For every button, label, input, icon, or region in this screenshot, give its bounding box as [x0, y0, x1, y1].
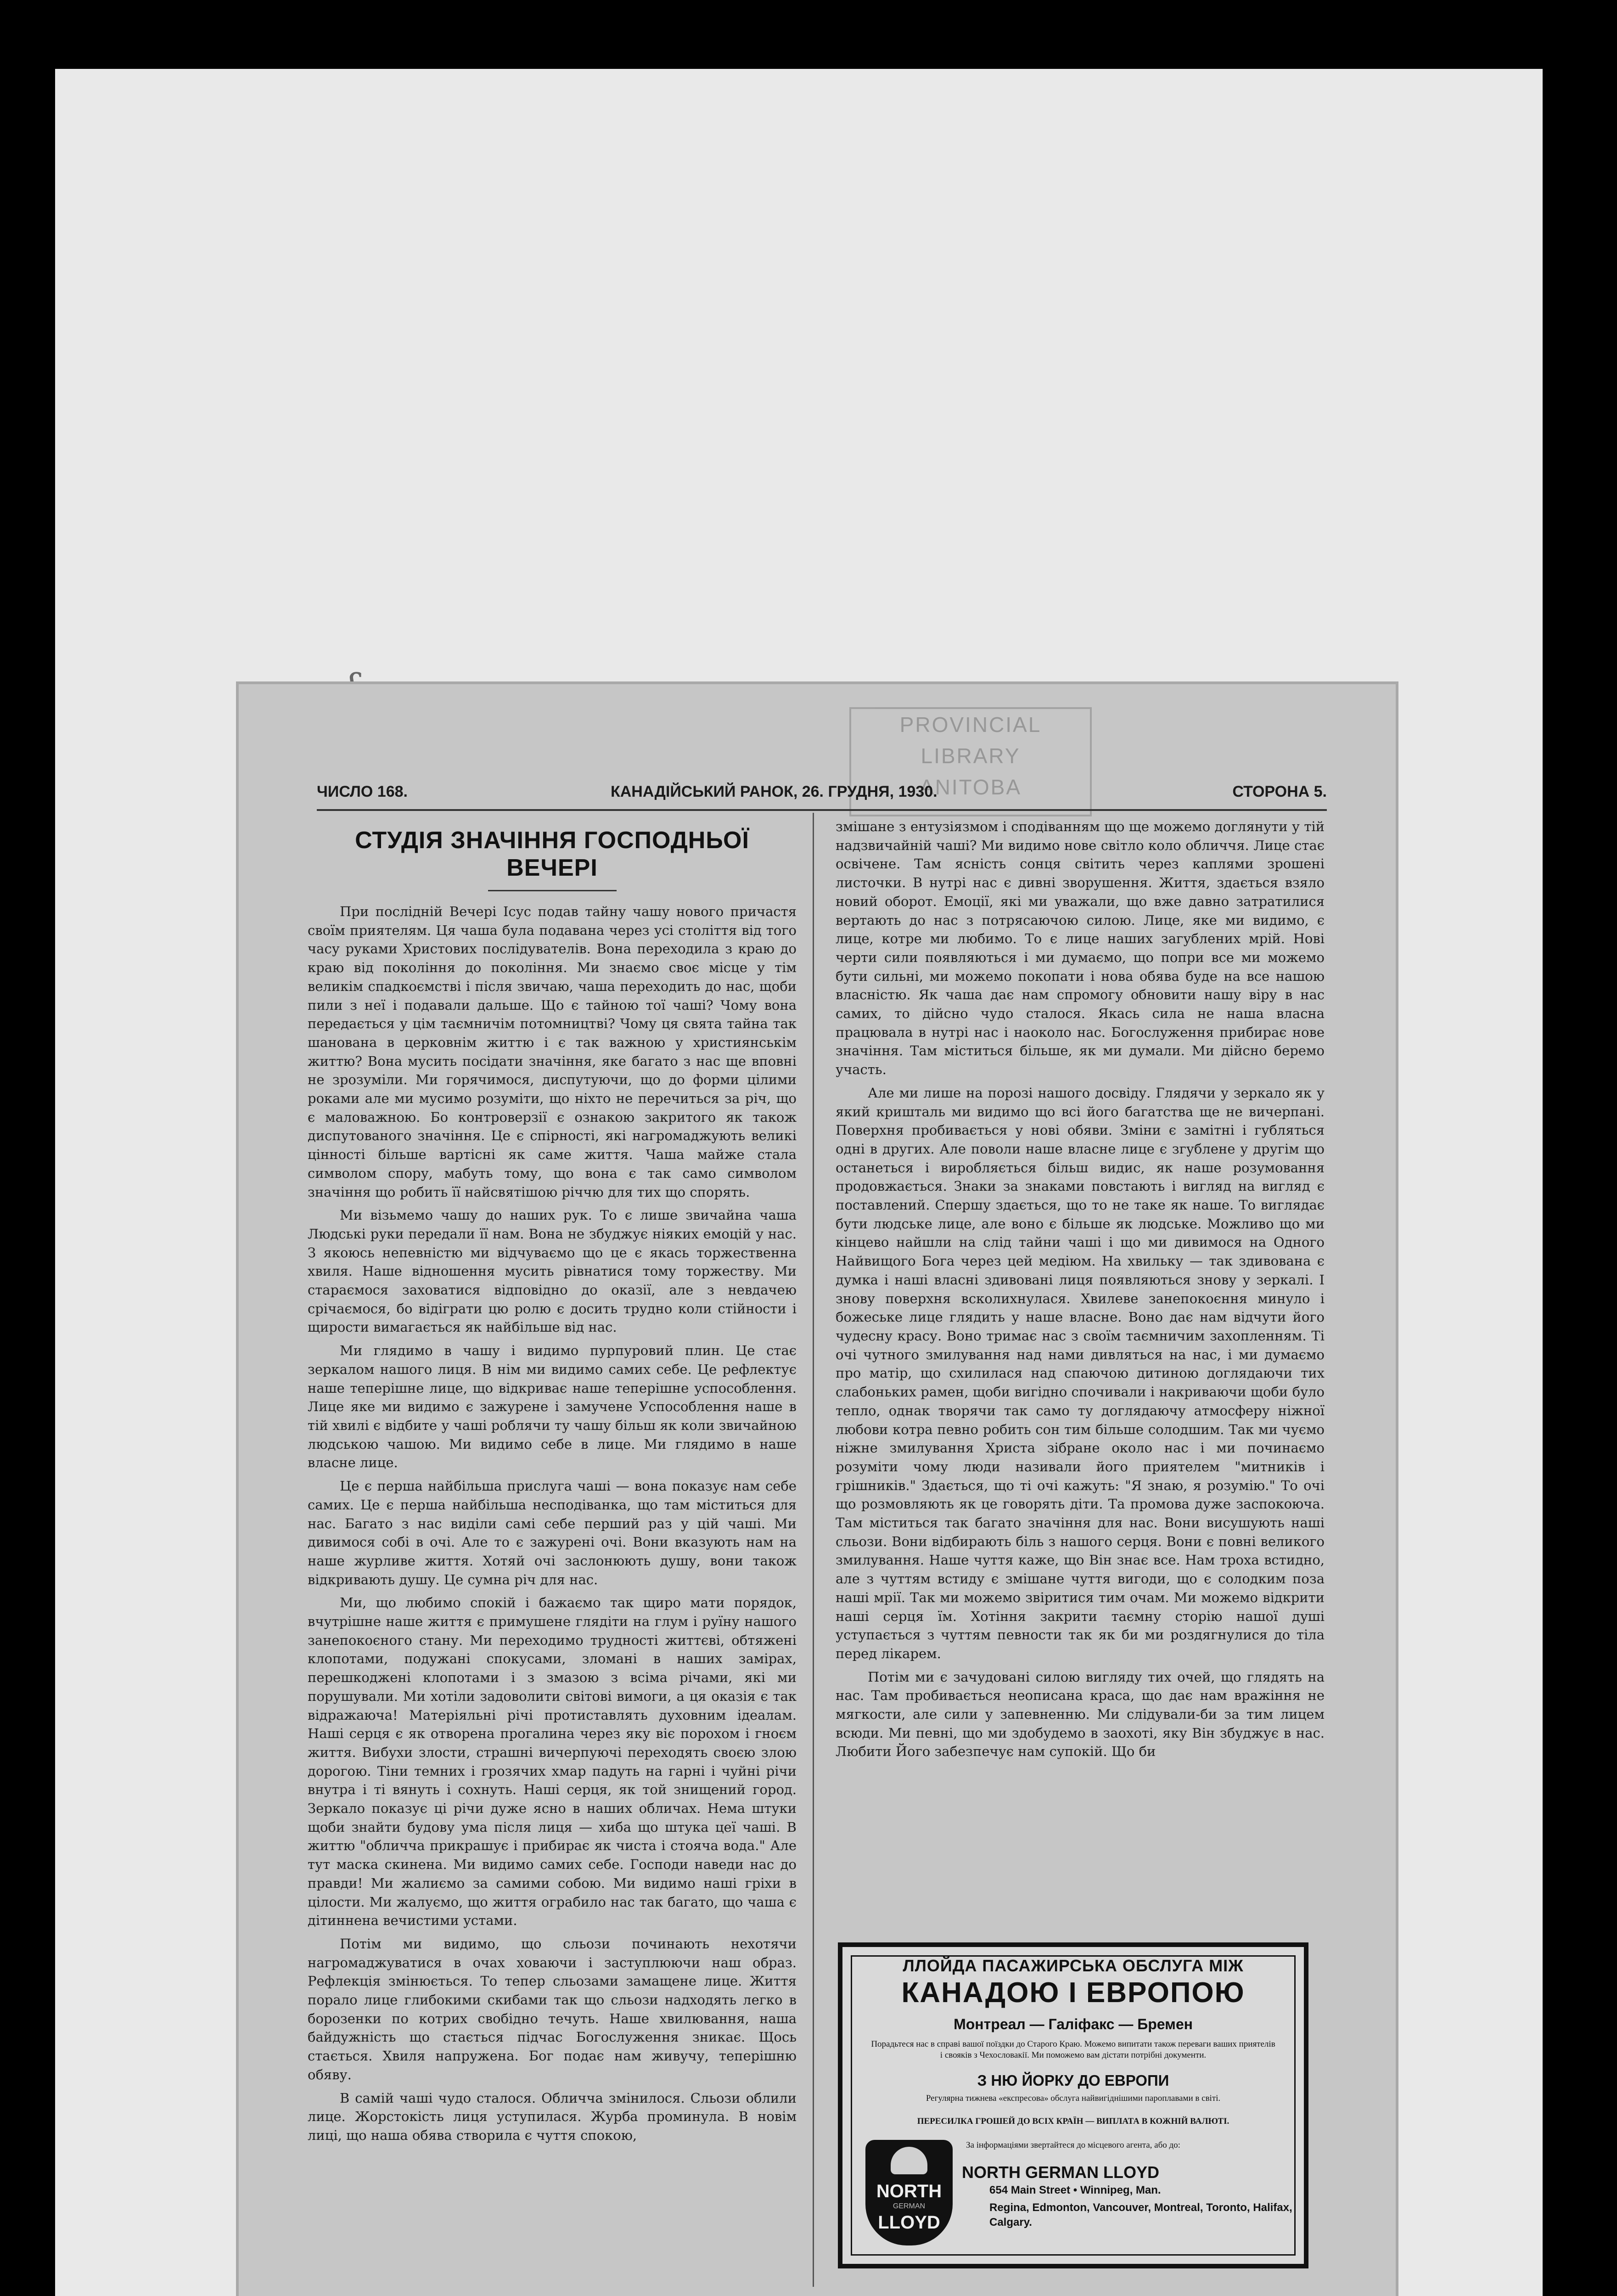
page-number: СТОРОНА 5. — [1232, 783, 1327, 800]
lloyd-advertisement — [838, 1942, 1308, 2268]
newspaper-title-date: КАНАДІЙСЬКИЙ РАНОК, 26. ГРУДНЯ, 1930. — [611, 783, 938, 800]
article-paragraph: Потім ми видимо, що сльози починають нехотячи нагромаджуватися в очах ховаючи і заступлюючи наш образ. Рефлекція змінюється. То тепер сльозами замащене лице. Життя порало лице глибокими скибами так що сльози надходять легко в борозенки по котрих свобідно течуть. Наше хвилювання, наша байдужність що стається підчас Богослуження зникає. Щось стається. Хвиля напружена. Бог подає нам живучу, теперішню обяву. — [308, 1936, 797, 2082]
article-paragraph: Потім ми є зачудовані силою вигляду тих очей, що глядять на нас. Там пробивається неописана краса, що дає нам вражіння не мягкости, але сили у запевненню. Ми слідували-би за тим лицем всюди. Ми певні, що ми здобудемо в заохоті, яку Він збуджує в нас. Любити Його забезпечує нам супокій. Що би — [836, 1669, 1325, 1760]
ad-text: Регулярна тижнева «експресова» обслуга найвигіднішими пароплавами в світі. — [926, 2093, 1221, 2103]
article-paragraph: Це є перша найбільша прислуга чаші — вона показує нам себе самих. Це є перша найбільша несподіванка, що там міститься для нас. Багато з нас виділи самі себе перший раз у цій чаші. Ми дивимося собі в очі. Але то є зажурені очі. Вони вказують нам на наше журливе життя. Хотяй очі заслонюють душу, вони також відкривають душу. Це сумна річ для нас. — [308, 1478, 797, 1587]
article-paragraph: Але ми лише на порозі нашого досвіду. Глядячи у зеркало як у який кришталь ми видимо що всі його багатства ще не вичерпані. Поверхня пробивається у нові обяви. Зміни є замітні і губляться одні в других. Але поволи наше власне лице є згублене у другім що останеться і виробляється більш видис, як наше розумовання продовжається. Знаки за знаками повстають і вигляд на вигляд є поставлений. Спершу здається, що то не таке як наше. То виглядає бути людське лице, але воно є більше як людське. Можливо що ми кінцево найшли на слід тайни чаші і що ми дивимося на Одного Найвищого Бога через цей медіюм. На хвильку — так здивована є думка і наші власні здивовані лиця появляються знову у зеркалі. І знову поверхня всколихнулася. Хвилеве занепокоєння минуло і божеське лице глядить у наше власне. Воно дає нам відчути його чудесну красу. Воно тримає нас з своїм таємничим захопленням. Ті очі чутного змилування над нами дивляться на нас, і ми думаємо про матір, що схилилася над спаючою дитиною доглядаючи тих слабоньких рамен, щоби вигідно спочивали і накриваючи щоби було тепло, однак творячи так само ту доглядаючу атмосферу ніжної любови котра певно робить сон тим більше солодшим. Так ми чуємо ніжне змилування Христа зібране около нас і ми починаємо розуміти чому люди називали його приятелем "митників і грішників." Здається, що ті очі кажуть: "Я знаю, я розумію." То очі що розмовляють як це говорять діти. Та промова дуже заспокоюча. Там міститься так багато значіння для нас. Вони висушують наші сльози. Вони відбирають біль з нашого серця. Вони є повні великого змилування. Наше чуття каже, що Він знає все. Нам троха встидно, але з чуттям встиду є змішане чуття вигоди, що є солодким поза наші мрії. Так ми можемо звіритися тим очам. Ми можемо відкрити наші серця їм. Хотіння закрити таємну сторію нашої душі уступається з чуттям певности так як би ми роздягнулися до тіла перед лікарем. — [836, 1085, 1325, 1661]
ad-text: ПЕРЕСИЛКА ГРОШЕЙ ДО ВСІХ КРАЇН — ВИПЛАТА В КОЖНІЙ ВАЛЮТІ. — [917, 2116, 1230, 2126]
left-column — [308, 817, 797, 2150]
article-paragraph: Ми, що любимо спокій і бажаємо так щиро мати порядок, вчутрішне наше життя є примушене глядіти на глум і руїну нашого занепокоєного стану. Ми переходимо трудності життєві, обтяжені клопотами, подужані спокусами, зломані в наших замірах, перешкоджені клопотами і з змазою з всіма річами, які ми порушували. Ми хотіли задоволити світові вимоги, а ця оказія є так відражаюча! Матеріяльні річі протиставлять духовним ідеалам. Наші серця є як отворена прогалина через яку віє порохом і гноєм життя. Вибухи злости, страшні вичерпуючі переходять своєю злою дорогою. Тіни темних і грозячих хмар падуть на гарні і чуйні річи внутра і ті вянуть і сохнуть. Наші серця, як той знищений город. Зеркало показує ці річи дуже ясно в наших обличах. Нема штуки щоби знайти будову ума після лиця — хиба що штука цеї чаші. В життю "обличча прикрашує і прибирає як чиста і стояча вода." Але тут маска скинена. Ми видимо самих себе. Господи наведи нас до правди! Ми жалиємо за самими собою. Ми видимо наші гріхи в цілости. Ми жалуємо, що життя ограбило нас так багато, що чаша є дітиннена вечистими устами. — [308, 1595, 797, 1929]
logo-crest-icon — [891, 2147, 927, 2174]
article-paragraph: В самій чаші чудо сталося. Обличча змінилося. Сльози облили лице. Жорстокість лиця уступилася. Журба проминула. В новім лиці, що наша обява створила є чуття спокою, — [308, 2090, 797, 2143]
ad-route: Монтреал — Галіфакс — Бремен — [954, 2016, 1193, 2032]
right-column — [836, 817, 1325, 1766]
lloyd-logo — [865, 2140, 953, 2245]
article-paragraph: Ми візьмемо чашу до наших рук. То є лише звичайна чаша Людські руки передали її нам. Вона не збуджує ніяких емоцій у нас. З якоюсь непевністю ми відчуваємо що це є якась торжественна хвиля. Наше відношення мусить рівнатися тому торжеству. Ми стараємося заховатися відповідно до оказії, але з невдачею срічаємося, бо відіграти цю ролю є досить трудно коли стійности і щирости вимагається як найбільше від нас. — [308, 1207, 797, 1335]
ad-company: NORTH GERMAN LLOYD — [962, 2163, 1159, 2182]
logo-text: NORTH — [876, 2181, 942, 2201]
stamp-line: LIBRARY — [921, 744, 1021, 768]
masthead — [317, 783, 1327, 810]
article-headline: СТУДІЯ ЗНАЧІННЯ ГОСПОДНЬОЇ ВЕЧЕРІ — [355, 827, 749, 881]
article-paragraph: змішане з ентузіязмом і сподіванням що ще можемо доглянути у тій надзвичайній чаші? Ми видимо нове світло коло обличчя. Лице стає освічене. Там ясність сонця світить через каплями зрошені листочки. В нутрі нас є дивні зворушення. Життя, здається взяло новий оборот. Емоції, які ми уважали, що вже давно затратилися вертають до нас з потрясаючою силою. Лице, яке ми видимо, є лице, котре ми любимо. То є лице наших загублених мрій. Нові черти сили появляються і ми думаємо, що попри все ми можемо бути сильні, ми можемо покопати і нова обява буде на все нашою власністю. Як чаша дає нам спромогу обновити нашу віру в нас самих, то дійсно чудо сталося. Якась сила не наша власна працювала в нутрі нас і наоколо нас. Богослуження прибирає нове значіння. Там міститься більше, як ми думали. Ми дійсно беремо участь. — [836, 819, 1325, 1078]
ad-subheading: З НЮ ЙОРКУ ДО ЕВРОПИ — [977, 2072, 1169, 2089]
masthead-rule — [317, 809, 1327, 811]
article-paragraph: При послідній Вечері Ісус подав тайну чашу нового причастя своїм приятелям. Ця чаша була подавана через усі століття від того часу руками Христових послідувателів. Вона переходила з краю до краю від покоління до покоління. Ми знаємо своє місце у тім великім спадкоємстві і після звичаю, чаша переходить до нас, щоби пили з неї і подавали дальше. Що є тайною тої чаші? Чому вона передається у цім таємничім потомництві? Чому ця свята тайна так шанована в церковнім життю і є так важною у християнськім життю? Вона мусить посідати значіння, яке багато з нас ще вповні не зрозуміли. Ми горячимося, диспутуючи, що до форми цілими роками але ми мусимо розуміти, що ніхто не перечиться за річ, що є маловажною. Бо контроверзії є ознакою закритого як також диспутованого значіння. Це є спірності, які нагромаджують великі цінності більше вартісні як саме життя. Чаша майже стала символом спору, мабуть тому, що вона є так само символом значіння що робить її найсвятішою річчю для тих що спорять. — [308, 904, 797, 1200]
logo-text: GERMAN — [893, 2202, 926, 2210]
ad-heading: ЛЛОЙДА ПАСАЖИРСЬКА ОБСЛУГА МІЖ — [903, 1956, 1244, 1975]
column-divider — [813, 813, 814, 2287]
ad-text: За інформаціями звертайтеся до місцевого агента, або до: — [966, 2140, 1180, 2150]
stamp-line: PROVINCIAL — [899, 713, 1042, 737]
ad-address: 654 Main Street • Winnipeg, Man. — [989, 2184, 1161, 2196]
article-paragraph: Ми глядимо в чашу і видимо пурпуровий плин. Це стає зеркалом нашого лиця. В нім ми видимо самих себе. Це рефлектує наше теперішне лице, що відкриває наше теперішне успособлення. Лице яке ми видимо є зажурене і замучене Успособлення наше в тій хвилі є відбите у чаші роблячи ту чашу більш як коли звичайною людською чашою. Ми видимо себе в лице. Ми глядимо в наше власне лице. — [308, 1343, 797, 1471]
ad-cities: Regina, Edmonton, Vancouver, Montreal, Toronto, Halifax, Calgary. — [989, 2201, 1292, 2228]
logo-text: LLOYD — [878, 2212, 940, 2233]
headline-rule — [488, 890, 617, 891]
issue-number: ЧИСЛО 168. — [317, 783, 408, 800]
ad-title: КАНАДОЮ І ЕВРОПОЮ — [901, 1977, 1245, 2009]
newspaper-page — [239, 684, 1396, 2296]
stamp-line: ANITOBA — [919, 775, 1022, 799]
ad-text: Порадьтеся нас в справі вашої поїздки до Старого Краю. Можемо випитати також переваги ваших приятелів і свояків з Чехословакії. Ми поможемо вам дістати потрібні документи. — [871, 2039, 1275, 2060]
